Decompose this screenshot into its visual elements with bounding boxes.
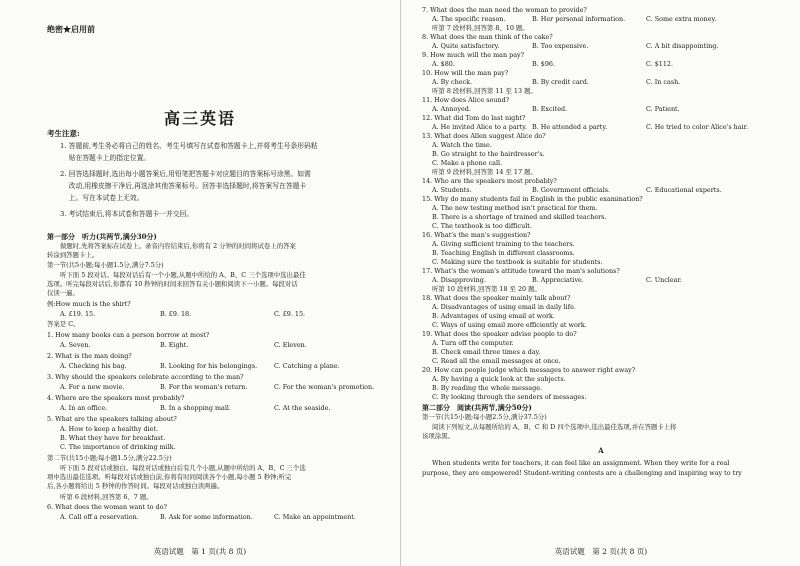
- secret-label: 绝密★启用前: [47, 24, 95, 34]
- material-instruction: 听第 6 段材料,回答第 6、7 题。: [60, 493, 153, 501]
- question-20: 20. How can people judge which messages to answer right away?: [422, 366, 636, 374]
- option: B. For the woman's return.: [160, 383, 248, 391]
- option: A. By check.: [432, 78, 472, 86]
- option: C. £9. 15.: [274, 310, 306, 318]
- option: C. Catching a plane.: [274, 362, 340, 370]
- question-16: 16. What's the man's suggestion?: [422, 231, 531, 239]
- part2-intro: 阅读下列短文,从每题所给的 A、B、C 和 D 四个选项中,选出最佳选项,并在答题卡上将: [432, 423, 677, 431]
- option: C. A bit disappointing.: [646, 42, 719, 50]
- option: B. Excited.: [532, 105, 568, 113]
- option: A. £19. 15.: [60, 310, 96, 318]
- option: C. Make a phone call.: [432, 159, 503, 167]
- option: A. He invited Alice to a party.: [432, 123, 528, 131]
- option: B. Go straight to the hairdresser's.: [432, 150, 545, 158]
- notes-heading: 考生注意:: [47, 129, 80, 138]
- option: A. Giving sufficient training to the teachers.: [432, 240, 575, 248]
- option: B. Appreciative.: [532, 276, 584, 284]
- page-footer: 英语试题 第 1 页(共 8 页): [153, 547, 247, 556]
- option: B. $96.: [532, 60, 555, 68]
- question-3: 3. Why should the speakers celebrate according to the man?: [47, 373, 244, 381]
- option: A. Disapproving.: [432, 276, 486, 284]
- section1-intro: 听下面 5 段对话。每段对话后有一个小题,从题中所给的 A、B、C 三个选项中选出最佳: [60, 271, 306, 279]
- option: B. Government officials.: [532, 186, 611, 194]
- option: A. For a new movie.: [60, 383, 125, 391]
- section2-heading: 第二节(共15小题;每小题1.5分,满分22.5分): [47, 454, 172, 462]
- option: A. Turn off the computer.: [432, 339, 514, 347]
- question-18: 18. What does the speaker mainly talk about?: [422, 294, 571, 302]
- option: B. He attended a party.: [532, 123, 608, 131]
- option: B. What they have for breakfast.: [60, 434, 166, 442]
- option: C. Eleven.: [274, 341, 307, 349]
- option: A. Disadvantages of using email in daily life.: [432, 303, 576, 311]
- option: B. Eight.: [160, 341, 189, 349]
- question-17: 17. What's the woman's attitude toward the man's solutions?: [422, 267, 620, 275]
- option: A. In an office.: [60, 404, 108, 412]
- option: C. $112.: [646, 60, 674, 68]
- option: A. $80.: [432, 60, 455, 68]
- page-fold-divider: [400, 0, 401, 566]
- option: C. By looking through the senders of messages.: [432, 393, 587, 401]
- option: B. £9. 18.: [160, 310, 192, 318]
- question-9: 9. How much will the man pay?: [422, 51, 525, 59]
- page-footer: 英语试题 第 2 页(共 8 页): [554, 547, 648, 556]
- part1-heading: 第一部分 听力(共两节,满分30分): [47, 232, 157, 241]
- note-line: 上。写在本试卷上无效。: [60, 194, 144, 202]
- part2-section1-heading: 第一节(共15小题;每小题2.5分,满分37.5分): [422, 413, 547, 421]
- note-line: 1. 答题前,考生务必将自己的姓名、考生号填写在试卷和答题卡上,并将考生号条形码粘: [60, 142, 318, 150]
- option: C. Make an appointment.: [274, 513, 356, 521]
- option: B. Looking for his belongings.: [160, 362, 258, 370]
- option: C. Patient.: [646, 105, 680, 113]
- option: C. He tried to color Alice's hair.: [646, 123, 749, 131]
- section2-intro: 听下面 5 段对话或独白。每段对话或独白后有几个小题,从题中所给的 A、B、C 三个选: [60, 464, 306, 472]
- option: C. Ways of using email more efficiently at work.: [432, 321, 587, 329]
- question-7: 7. What does the man need the woman to provide?: [422, 6, 587, 14]
- option: C. Read all the email messages at once.: [432, 357, 561, 365]
- option: B. In a shopping mall.: [160, 404, 231, 412]
- question-1: 1. How many books can a person borrow at most?: [47, 331, 210, 339]
- question-2: 2. What is the man doing?: [47, 352, 132, 360]
- question-15: 15. Why do many students fail in English in the public examination?: [422, 195, 643, 203]
- option: C. At the seaside.: [274, 404, 331, 412]
- question-11: 11. How does Alice sound?: [422, 96, 510, 104]
- question-6: 6. What does the woman want to do?: [47, 503, 167, 511]
- option: A. Watch the time.: [432, 141, 492, 149]
- material-instruction: 听第 9 段材料,回答第 14 至 17 题。: [432, 168, 537, 176]
- section1-intro: 仅读一遍。: [47, 289, 79, 297]
- question-12: 12. What did Tom do last night?: [422, 114, 526, 122]
- question-10: 10. How will the man pay?: [422, 69, 509, 77]
- note-line: 贴在答题卡上的指定位置。: [60, 154, 151, 162]
- material-instruction: 听第 8 段材料,回答第 11 至 13 题。: [432, 87, 537, 95]
- option: A. Students.: [432, 186, 472, 194]
- material-instruction: 听第 10 段材料,回答第 18 至 20 题。: [432, 285, 541, 293]
- part2-intro: 该项涂黑。: [422, 432, 454, 440]
- option: A. Quite satisfactory.: [432, 42, 500, 50]
- question-4: 4. Where are the speakers most probably?: [47, 394, 185, 402]
- section1-heading: 第一节(共5小题;每小题1.5分,满分7.5分): [47, 261, 164, 269]
- note-line: 3. 考试结束后,将本试卷和答题卡一并交回。: [60, 210, 194, 218]
- note-line: 改动,用橡皮擦干净后,再选涂其他答案标号。回答非选择题时,将答案写在答题卡: [60, 182, 307, 190]
- section2-intro: 后,各小题将给出 5 秒钟的作答时间。每段对话或独白读两遍。: [47, 482, 224, 490]
- part1-intro: 做题时,先将答案标在试卷上。录音内容结束后,你将有 2 分钟的时间将试卷上的答案: [60, 242, 296, 250]
- example-answer: 答案是 C。: [47, 320, 80, 328]
- option: B. Check email three times a day.: [432, 348, 541, 356]
- option: C. The textbook is too difficult.: [432, 222, 532, 230]
- option: C. For the woman's promotion.: [274, 383, 375, 391]
- option: A. Annoyed.: [432, 105, 471, 113]
- option: A. Call off a reservation.: [60, 513, 139, 521]
- option: A. By having a quick look at the subjects.: [432, 375, 566, 383]
- option: A. Checking his bag.: [60, 362, 127, 370]
- question-14: 14. Who are the speakers most probably?: [422, 177, 557, 185]
- option: B. There is a shortage of trained and skilled teachers.: [432, 213, 607, 221]
- note-line: 2. 回答选择题时,选出每小题答案后,用铅笔把答题卡对应题目的答案标号涂黑。如需: [60, 170, 311, 178]
- option: B. By reading the whole message.: [432, 384, 543, 392]
- question-19: 19. What does the speaker advise people to do?: [422, 330, 577, 338]
- option: B. Her personal information.: [532, 15, 626, 23]
- option: C. The importance of drinking milk.: [60, 443, 176, 451]
- option: B. Teaching English in different classrooms.: [432, 249, 575, 257]
- option: C. In cash.: [646, 78, 681, 86]
- option: C. Some extra money.: [646, 15, 717, 23]
- question-5: 5. What are the speakers talking about?: [47, 415, 177, 423]
- example-question: 例:How much is the shirt?: [47, 300, 131, 308]
- option: A. Seven.: [60, 341, 91, 349]
- option: A. The specific reason.: [432, 15, 506, 23]
- option: A. The new testing method isn't practical for them.: [432, 204, 598, 212]
- option: B. Advantages of using email at work.: [432, 312, 555, 320]
- option: B. Ask for some information.: [160, 513, 253, 521]
- section1-intro: 选项。听完每段对话后,你都有 10 秒钟的时间来回答有关小题和阅读下一小题。每段对话: [47, 280, 298, 288]
- passage-label: A: [598, 446, 604, 455]
- question-13: 13. What does Allen suggest Alice do?: [422, 132, 546, 140]
- passage-line: When students write for teachers, it can feel like an assignment. When they write for a real: [432, 459, 730, 467]
- question-8: 8. What does the man think of the cake?: [422, 33, 553, 41]
- option: B. Too expensive.: [532, 42, 589, 50]
- option: B. By credit card.: [532, 78, 589, 86]
- option: C. Unclear.: [646, 276, 682, 284]
- option: C. Making sure the textbook is suitable for students.: [432, 258, 603, 266]
- material-instruction: 听第 7 段材料,回答第 8、10 题。: [432, 24, 529, 32]
- section2-intro: 项中选出最佳选项。听每段对话或独白前,你将有时间阅读各个小题,每小题 5 秒钟;听完: [47, 473, 292, 481]
- option: A. How to keep a healthy diet.: [60, 425, 159, 433]
- part1-intro: 转涂到答题卡上。: [47, 251, 99, 259]
- right-page: [402, 0, 800, 566]
- page-title: 高三英语: [163, 109, 236, 128]
- passage-line: purpose, they are empowered! Student-writing contests are a challenging and inspiring way to try: [422, 469, 742, 477]
- option: C. Educational experts.: [646, 186, 722, 194]
- part2-heading: 第二部分 阅读(共两节,满分50分): [422, 403, 532, 412]
